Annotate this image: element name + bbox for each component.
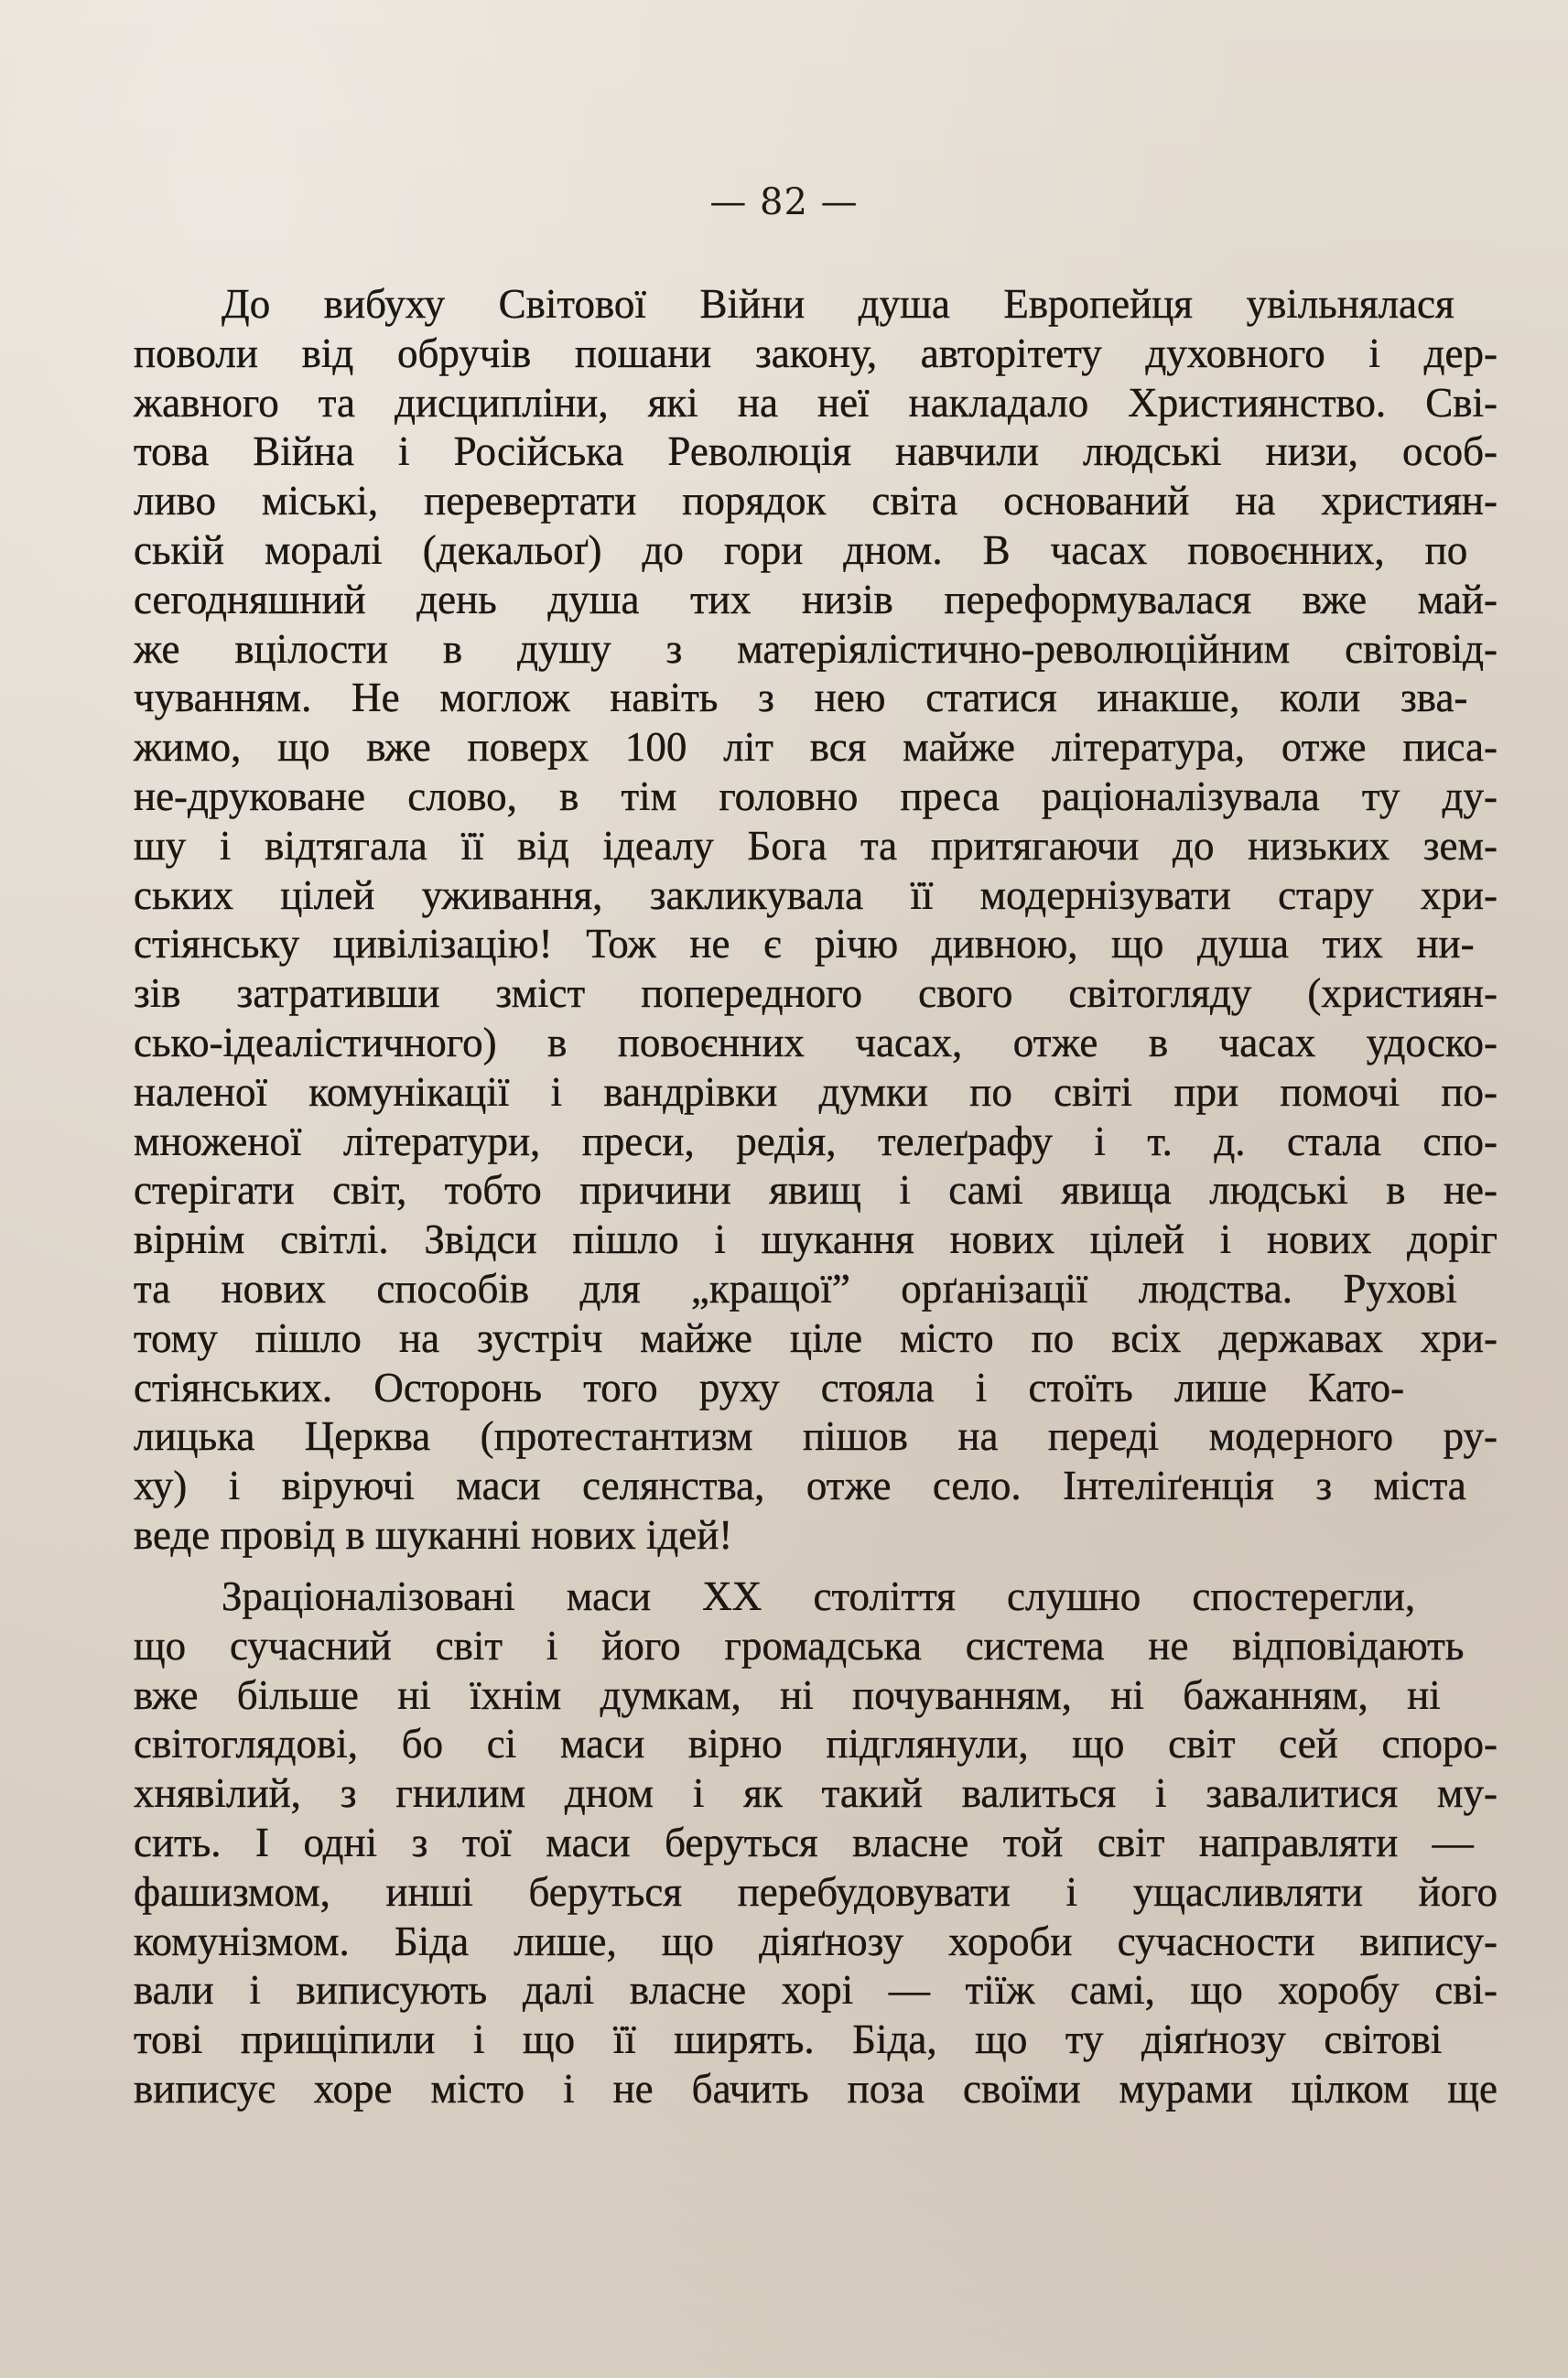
paragraph-2 bbox=[134, 1573, 1498, 2114]
text-line: ських цілей уживання, закликувала її модернізувати стару хри- bbox=[134, 871, 1498, 918]
text-line: тові прищіпили і що її ширять. Біда, що ту діяґнозу світові bbox=[134, 2016, 1443, 2063]
text-line: наленої комунікації і вандрівки думки по світі при помочі по- bbox=[134, 1068, 1498, 1115]
text-line: ливо міські, перевертати порядок світа оснований на християн- bbox=[134, 478, 1498, 524]
text-line: не-друковане слово, в тім головно преса раціоналізувала ту ду- bbox=[134, 773, 1498, 819]
text-line: веде провід в шуканні нових ідей! bbox=[134, 1511, 733, 1558]
text-line: комунізмом. Біда лише, що діяґнозу хороби сучасности випису- bbox=[134, 1918, 1498, 1964]
text-line: поволи від обручів пошани закону, авторітету духовного і дер- bbox=[134, 330, 1498, 376]
text-line: що сучасний світ і його громадська система не відповідають bbox=[134, 1622, 1465, 1669]
text-line: жавного та дисципліни, які на неї накладало Християнство. Сві- bbox=[134, 379, 1498, 426]
text-line: ху) і віруючі маси селянства, отже село. Інтеліґенція з міста bbox=[134, 1463, 1466, 1509]
text-line: ській моралі (декальоґ) до гори дном. В часах повоєнних, по bbox=[134, 526, 1468, 573]
text-line: До вибуху Світової Війни душа Европейця увільнялася bbox=[222, 281, 1454, 327]
text-line: фашизмом, инші беруться перебудовувати і ущасливляти його bbox=[134, 1868, 1498, 1915]
text-line: Зраціоналізовані маси XX століття слушно спостерегли, bbox=[222, 1573, 1416, 1619]
text-line: тому пішло на зустріч майже ціле місто по всіх державах хри- bbox=[134, 1314, 1498, 1361]
text-line: вали і виписують далі власне хорі — тіїж самі, що хоробу сві- bbox=[134, 1967, 1498, 2014]
text-line: стіянську цивілізацію! Тож не є річю дивною, що душа тих ни- bbox=[134, 921, 1475, 967]
text-line: чуванням. Не моглож навіть з нею статися инакше, коли зва- bbox=[134, 675, 1468, 721]
text-line: вірнім світлі. Звідси пішло і шукання нових цілей і нових доріг bbox=[134, 1216, 1498, 1263]
text-line: сить. І одні з тої маси беруться власне той світ направляти — bbox=[134, 1819, 1474, 1865]
text-line: зів затративши зміст попередного свого світогляду (християн- bbox=[134, 970, 1498, 1017]
text-line: хнявілий, з гнилим дном і як такий валиться і завалитися му- bbox=[134, 1770, 1498, 1817]
text-line: шу і відтягала її від ідеалу Бога та притягаючи до низьких зем- bbox=[134, 822, 1498, 869]
text-line: стіянських. Осторонь того руху стояла і стоїть лише Като- bbox=[134, 1364, 1405, 1411]
text-line: стерігати світ, тобто причини явищ і самі явища людські в не- bbox=[134, 1167, 1498, 1214]
page-number: — 82 — bbox=[709, 181, 859, 223]
text-line: та нових способів для „кращої” орґанізації людства. Рухові bbox=[134, 1265, 1457, 1312]
text-line: множеної літератури, преси, редія, телеґрафу і т. д. стала спо- bbox=[134, 1118, 1498, 1164]
text-line: лицька Церква (протестантизм пішов на переді модерного ру- bbox=[134, 1413, 1498, 1460]
text-line: сегодняшний день душа тих низів переформувалася вже май- bbox=[134, 576, 1498, 622]
text-line: вже більше ні їхнім думкам, ні почуванням, ні бажанням, ні bbox=[134, 1671, 1441, 1718]
text-line: жимо, що вже поверх 100 літ вся майже література, отже писа- bbox=[134, 724, 1498, 771]
text-line: же вцілости в душу з матеріялістично-революційним світовід- bbox=[134, 625, 1498, 672]
paragraph-1 bbox=[134, 280, 1498, 1561]
text-line: това Війна і Російська Революція навчили людські низи, особ- bbox=[134, 428, 1498, 475]
text-line: виписує хоре місто і не бачить поза своїми мурами цілком ще bbox=[134, 2065, 1498, 2112]
text-line: сько-ідеалістичного) в повоєнних часах, отже в часах удоско- bbox=[134, 1019, 1498, 1065]
text-line: світоглядові, бо сі маси вірно підглянули, що світ сей спорo- bbox=[134, 1721, 1498, 1767]
